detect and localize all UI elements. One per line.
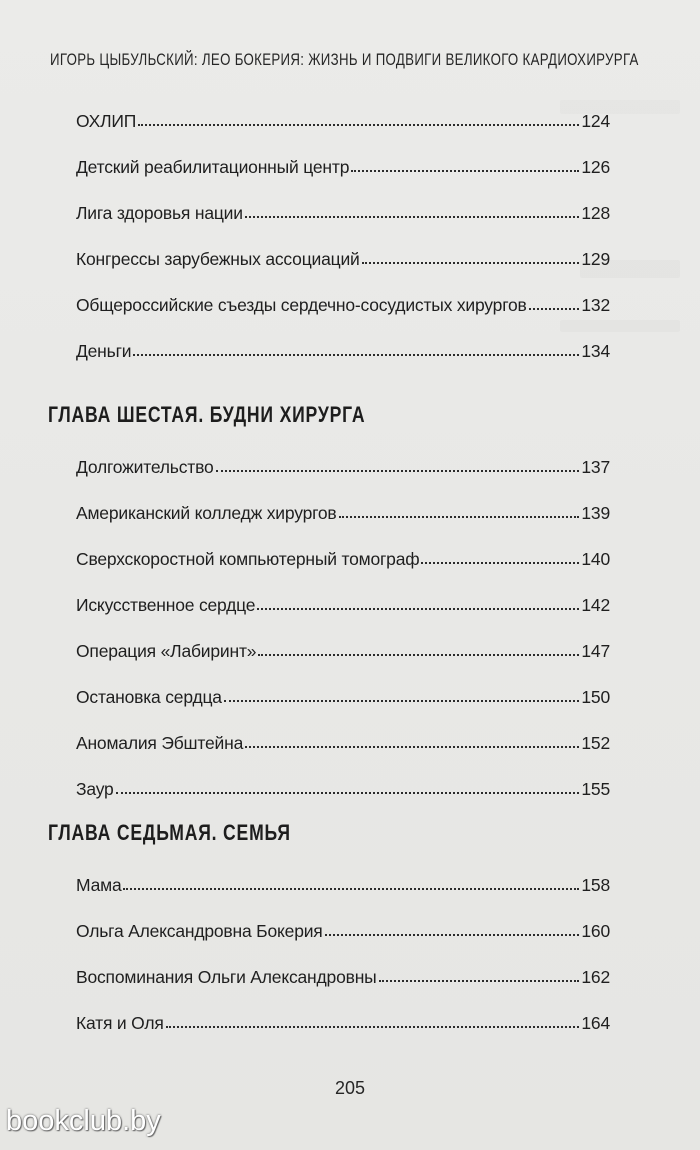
toc-entry-page: 164 — [581, 1012, 610, 1033]
dot-leader — [245, 745, 579, 748]
toc-entry-page: 134 — [581, 340, 610, 361]
dot-leader — [362, 261, 580, 264]
dot-leader — [351, 169, 579, 172]
toc-entry[interactable] — [76, 634, 610, 660]
toc-entry-title: Деньги — [76, 340, 132, 361]
toc-entry-page: 150 — [581, 686, 610, 707]
toc-entry[interactable] — [76, 588, 610, 614]
toc-entry-page: 128 — [581, 202, 610, 223]
toc-entry-title: Сверхскоростной компьютерный томограф — [76, 548, 420, 569]
toc-entry[interactable] — [76, 104, 610, 130]
toc-entry-title: Общероссийские съезды сердечно-сосудистых хирургов — [76, 294, 527, 315]
chapter-heading: ГЛАВА ШЕСТАЯ. БУДНИ ХИРУРГА — [48, 402, 366, 427]
toc-entry-page: 139 — [581, 502, 610, 523]
dot-leader — [216, 469, 580, 472]
toc-entry-title: Ольга Александровна Бокерия — [76, 920, 323, 941]
toc-entry[interactable] — [76, 150, 610, 176]
toc-entry-page: 132 — [581, 294, 610, 315]
chapter-heading: ГЛАВА СЕДЬМАЯ. СЕМЬЯ — [48, 820, 291, 845]
toc-entry-title: Детский реабилитационный центр — [76, 156, 350, 177]
dot-leader — [379, 979, 580, 982]
toc-entry-title: Аномалия Эбштейна — [76, 732, 244, 753]
toc-entry-page: 129 — [581, 248, 610, 269]
toc-entry-page: 147 — [581, 640, 610, 661]
toc-entry-title: Заур — [76, 778, 114, 799]
dot-leader — [325, 933, 580, 936]
toc-entry[interactable] — [76, 960, 610, 986]
dot-leader — [258, 653, 579, 656]
toc-entry-title: Катя и Оля — [76, 1012, 164, 1033]
running-head: ИГОРЬ ЦЫБУЛЬСКИЙ: ЛЕО БОКЕРИЯ: ЖИЗНЬ И ПОДВИГИ ВЕЛИКОГО КАРДИОХИРУРГА — [50, 50, 639, 69]
dot-leader — [133, 353, 579, 356]
toc-entry-page: 152 — [581, 732, 610, 753]
toc-entry-page: 142 — [581, 594, 610, 615]
toc-entry[interactable] — [76, 496, 610, 522]
toc-entry[interactable] — [76, 914, 610, 940]
toc-entry[interactable] — [76, 288, 610, 314]
toc-entry[interactable] — [76, 680, 610, 706]
dot-leader — [339, 515, 580, 518]
toc-entry-page: 124 — [581, 110, 610, 131]
toc-entry[interactable] — [76, 772, 610, 798]
toc-entry-page: 155 — [581, 778, 610, 799]
toc-entry-page: 158 — [581, 874, 610, 895]
toc-entry-title: Остановка сердца — [76, 686, 222, 707]
dot-leader — [116, 791, 580, 794]
toc-entry-title: Долгожительство — [76, 456, 214, 477]
show-through — [560, 320, 680, 332]
toc-entry-page: 160 — [581, 920, 610, 941]
dot-leader — [257, 607, 579, 610]
toc-entry[interactable] — [76, 868, 610, 894]
toc-entry-page: 162 — [581, 966, 610, 987]
dot-leader — [224, 699, 580, 702]
watermark: bookclub.by — [6, 1105, 161, 1137]
dot-leader — [529, 307, 580, 310]
dot-leader — [245, 215, 580, 218]
toc-entry[interactable] — [76, 450, 610, 476]
toc-entry[interactable] — [76, 196, 610, 222]
toc-entry[interactable] — [76, 726, 610, 752]
toc-entry-title: Конгрессы зарубежных ассоциаций — [76, 248, 360, 269]
dot-leader — [421, 561, 579, 564]
toc-entry-page: 140 — [581, 548, 610, 569]
toc-entry[interactable] — [76, 542, 610, 568]
page-number: 205 — [334, 1078, 366, 1098]
toc-entry-title: Воспоминания Ольги Александровны — [76, 966, 377, 987]
toc-entry-title: Искусственное сердце — [76, 594, 256, 615]
toc-entry-page: 126 — [581, 156, 610, 177]
toc-entry-title: ОХЛИП — [76, 110, 137, 131]
toc-entry-title: Операция «Лабиринт» — [76, 640, 257, 661]
toc-entry[interactable] — [76, 242, 610, 268]
dot-leader — [166, 1025, 580, 1028]
toc-entry-title: Американский колледж хирургов — [76, 502, 337, 523]
toc-entry-title: Лига здоровья нации — [76, 202, 243, 223]
toc-entry-title: Мама — [76, 874, 122, 895]
dot-leader — [123, 887, 579, 890]
toc-entry-page: 137 — [581, 456, 610, 477]
dot-leader — [138, 123, 579, 126]
toc-entry[interactable] — [76, 334, 610, 360]
toc-entry[interactable] — [76, 1006, 610, 1032]
